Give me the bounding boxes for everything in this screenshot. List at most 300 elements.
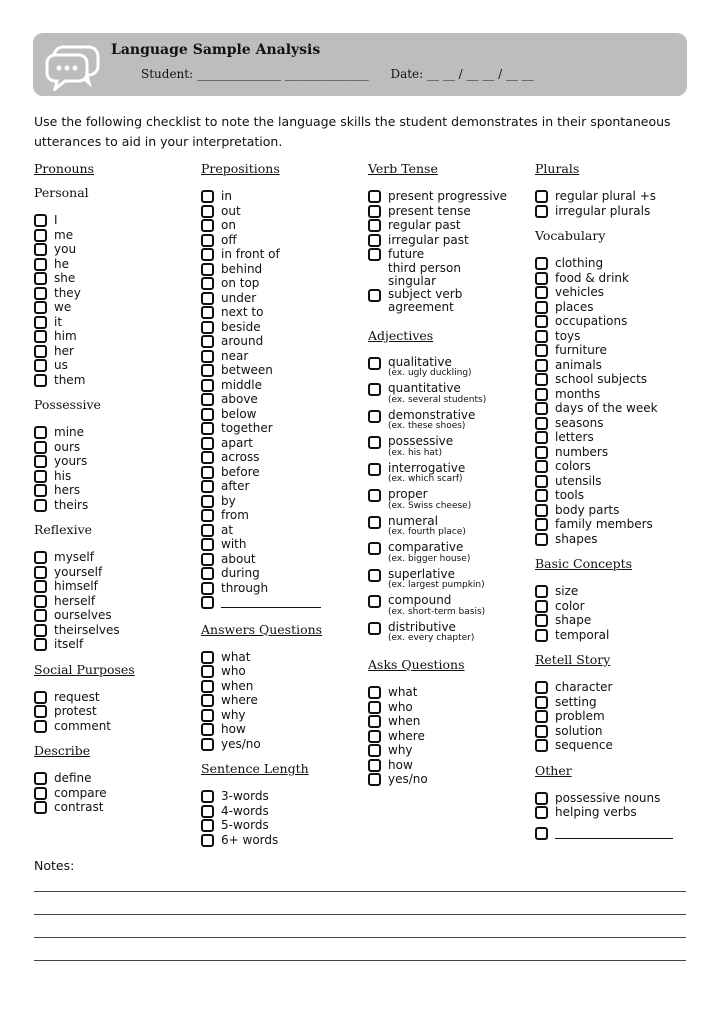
adjective-label: numeral (388, 513, 438, 528)
checkbox[interactable] (201, 723, 214, 736)
checklist-item[interactable] (535, 387, 695, 402)
checklist-item[interactable] (535, 401, 695, 416)
verb-third-person-item[interactable] (368, 262, 528, 288)
checklist-item[interactable] (201, 334, 361, 349)
checkbox[interactable] (34, 272, 47, 285)
checkbox[interactable] (535, 475, 548, 488)
checkbox[interactable] (201, 665, 214, 678)
checkbox[interactable] (201, 805, 214, 818)
checkbox[interactable] (368, 289, 381, 302)
checkbox[interactable] (34, 624, 47, 637)
checkbox[interactable] (201, 466, 214, 479)
checkbox[interactable] (535, 373, 548, 386)
checkbox[interactable] (368, 190, 381, 203)
checklist-item[interactable] (368, 541, 528, 568)
checkbox[interactable] (535, 417, 548, 430)
checkbox[interactable] (201, 335, 214, 348)
checklist-item[interactable] (34, 242, 194, 257)
checkbox[interactable] (34, 374, 47, 387)
personal-label: Personal (34, 185, 89, 200)
checkbox[interactable] (535, 431, 548, 444)
checklist-item-label: why (221, 707, 246, 722)
other-blank-item[interactable] (535, 826, 695, 841)
checkbox[interactable] (201, 819, 214, 832)
checklist-item[interactable] (201, 537, 361, 552)
checkbox[interactable] (201, 480, 214, 493)
checkbox[interactable] (34, 787, 47, 800)
checklist-item[interactable] (535, 358, 695, 373)
checkbox[interactable] (201, 350, 214, 363)
student-name-field[interactable]: ______________ ______________ (196, 67, 369, 81)
checklist-item-label: under (221, 290, 257, 305)
checkbox[interactable] (201, 408, 214, 421)
checkbox[interactable] (201, 205, 214, 218)
checklist-item[interactable] (201, 349, 361, 364)
checkbox[interactable] (201, 321, 214, 334)
checklist-item[interactable] (34, 454, 194, 469)
checkbox[interactable] (535, 388, 548, 401)
checklist-item[interactable] (535, 488, 695, 503)
checklist-item[interactable] (201, 465, 361, 480)
checkbox[interactable] (34, 316, 47, 329)
checkbox[interactable] (201, 524, 214, 537)
checkbox[interactable] (34, 638, 47, 651)
checklist-item-label: she (54, 271, 76, 285)
checklist-item[interactable] (368, 758, 528, 773)
checkbox[interactable] (368, 463, 381, 476)
checklist-item[interactable] (535, 343, 695, 358)
checkbox[interactable] (201, 495, 214, 508)
checklist-item[interactable] (368, 189, 528, 204)
checklist-item[interactable] (34, 344, 194, 359)
checkbox[interactable] (34, 455, 47, 468)
checklist-item[interactable] (201, 523, 361, 538)
checkbox[interactable] (368, 436, 381, 449)
checkbox[interactable] (34, 772, 47, 785)
checklist-item[interactable] (34, 594, 194, 609)
adjective-label: proper (388, 487, 428, 501)
checklist-item[interactable] (34, 358, 194, 373)
checkbox[interactable] (368, 357, 381, 370)
checklist-item[interactable] (535, 445, 695, 460)
checklist-item[interactable] (368, 218, 528, 233)
checkbox[interactable] (201, 567, 214, 580)
checklist-item[interactable] (34, 469, 194, 484)
checklist-item[interactable] (368, 409, 528, 436)
checklist-item[interactable] (535, 584, 695, 599)
checklist-item[interactable] (34, 637, 194, 652)
checklist-item[interactable] (368, 568, 528, 595)
checkbox[interactable] (535, 315, 548, 328)
notes-line[interactable] (34, 937, 686, 938)
adjective-example: (ex. every chapter) (388, 633, 475, 643)
checkbox[interactable] (201, 248, 214, 261)
checkbox[interactable] (535, 272, 548, 285)
checklist-item[interactable] (368, 233, 528, 248)
adjective-example: (ex. fourth place) (388, 527, 466, 537)
checklist-item[interactable] (535, 430, 695, 445)
checkbox[interactable] (535, 792, 548, 805)
checklist-item[interactable] (201, 664, 361, 679)
blank-line[interactable] (555, 826, 673, 839)
checklist-item[interactable] (34, 257, 194, 272)
adjective-label: distributive (388, 619, 456, 634)
checklist-item[interactable] (201, 204, 361, 219)
checkbox[interactable] (201, 234, 214, 247)
checklist-item[interactable] (34, 315, 194, 330)
checklist-item[interactable] (34, 608, 194, 623)
checklist-item[interactable] (201, 479, 361, 494)
checkbox[interactable] (368, 595, 381, 608)
checkbox[interactable] (34, 551, 47, 564)
checkbox[interactable] (201, 790, 214, 803)
checkbox[interactable] (201, 306, 214, 319)
adjective-entry (388, 409, 475, 436)
notes-line[interactable] (34, 914, 686, 915)
checklist-item[interactable] (368, 700, 528, 715)
prepositions-blank-item[interactable] (201, 595, 361, 610)
checklist-item-label: mine (54, 425, 85, 439)
adjective-label: interrogative (388, 460, 466, 475)
checklist-item[interactable] (368, 356, 528, 383)
checkbox[interactable] (368, 205, 381, 218)
checklist-item-label: who (221, 664, 246, 678)
checkbox[interactable] (201, 509, 214, 522)
checklist-item[interactable] (201, 320, 361, 335)
checklist-item[interactable] (34, 425, 194, 440)
checklist-item-label: theirs (54, 497, 89, 512)
checkbox[interactable] (368, 686, 381, 699)
checkbox[interactable] (535, 286, 548, 299)
adjectives-list (368, 356, 528, 648)
checklist-item[interactable] (34, 771, 194, 786)
checkbox[interactable] (34, 566, 47, 579)
checkbox[interactable] (368, 410, 381, 423)
checklist-item[interactable] (535, 189, 695, 204)
checklist-item[interactable] (535, 372, 695, 387)
checkbox[interactable] (535, 533, 548, 546)
checklist-item[interactable] (34, 800, 194, 815)
checklist-item-label: color (555, 598, 585, 613)
adjective-entry (388, 462, 465, 489)
checkbox[interactable] (368, 219, 381, 232)
checkbox[interactable] (368, 248, 381, 261)
checkbox[interactable] (201, 582, 214, 595)
checkbox[interactable] (368, 569, 381, 582)
checkbox[interactable] (34, 801, 47, 814)
checklist-item-label: vehicles (555, 285, 604, 299)
blank-line[interactable] (221, 595, 321, 608)
checkbox[interactable] (34, 484, 47, 497)
checkbox[interactable] (201, 738, 214, 751)
checklist-item[interactable] (201, 693, 361, 708)
checkbox[interactable] (201, 694, 214, 707)
answers-questions-list (201, 650, 361, 752)
checkbox[interactable] (535, 806, 548, 819)
checklist-item[interactable] (34, 498, 194, 513)
checklist-item[interactable] (201, 291, 361, 306)
checkbox[interactable] (368, 744, 381, 757)
checklist-item[interactable] (34, 719, 194, 734)
checklist-item[interactable] (368, 515, 528, 542)
checkbox[interactable] (535, 739, 548, 752)
checkbox[interactable] (535, 257, 548, 270)
checklist-item[interactable] (34, 228, 194, 243)
checklist-item[interactable] (201, 708, 361, 723)
checkbox[interactable] (535, 600, 548, 613)
checkbox[interactable] (535, 446, 548, 459)
checklist-item[interactable] (535, 695, 695, 710)
checkbox[interactable] (34, 301, 47, 314)
checklist-item[interactable] (201, 494, 361, 509)
checklist-item[interactable] (201, 581, 361, 596)
checklist-item[interactable] (201, 552, 361, 567)
checklist-item[interactable] (535, 791, 695, 806)
checklist-item[interactable] (535, 599, 695, 614)
checkbox[interactable] (201, 651, 214, 664)
checklist-item[interactable] (201, 679, 361, 694)
checkbox[interactable] (201, 364, 214, 377)
answers-questions-heading: Answers Questions (201, 621, 323, 637)
checklist-item[interactable] (535, 300, 695, 315)
checklist-item[interactable] (535, 329, 695, 344)
checkbox[interactable] (201, 277, 214, 290)
checkbox[interactable] (34, 609, 47, 622)
checklist-item[interactable] (201, 233, 361, 248)
checkbox[interactable] (34, 720, 47, 733)
checklist-item[interactable] (535, 628, 695, 643)
checklist-item[interactable] (34, 483, 194, 498)
checklist-item[interactable] (368, 247, 528, 262)
checkbox[interactable] (201, 834, 214, 847)
checklist-item-label: on top (221, 276, 260, 290)
checklist-item[interactable] (368, 382, 528, 409)
checklist-item[interactable] (201, 833, 361, 848)
checkbox[interactable] (34, 258, 47, 271)
checkbox[interactable] (535, 518, 548, 531)
checkbox[interactable] (368, 516, 381, 529)
checklist-item[interactable] (201, 566, 361, 581)
checkbox[interactable] (535, 710, 548, 723)
checklist-item[interactable] (535, 204, 695, 219)
verb-agreement-item[interactable] (368, 288, 528, 314)
checkbox[interactable] (34, 287, 47, 300)
checklist-item[interactable] (535, 709, 695, 724)
checklist-item[interactable] (201, 421, 361, 436)
checklist-item[interactable] (201, 378, 361, 393)
checklist-item[interactable] (201, 450, 361, 465)
checklist-item-label: her (54, 343, 74, 358)
checkbox[interactable] (535, 585, 548, 598)
checkbox[interactable] (34, 359, 47, 372)
checkbox[interactable] (34, 330, 47, 343)
checklist-item[interactable] (368, 772, 528, 787)
notes-line[interactable] (34, 891, 686, 892)
checklist-item[interactable] (535, 724, 695, 739)
checklist-item[interactable] (201, 737, 361, 752)
checklist-item[interactable] (368, 204, 528, 219)
retell-story-heading: Retell Story (535, 652, 611, 667)
checkbox[interactable] (201, 219, 214, 232)
checklist-item[interactable] (368, 435, 528, 462)
checklist-item[interactable] (535, 474, 695, 489)
checklist-item[interactable] (535, 532, 695, 547)
checklist-item[interactable] (34, 623, 194, 638)
checklist-item[interactable] (34, 271, 194, 286)
checklist-item[interactable] (201, 508, 361, 523)
adjective-label: demonstrative (388, 407, 476, 422)
checklist-item[interactable] (201, 276, 361, 291)
checklist-item[interactable] (535, 285, 695, 300)
checkbox[interactable] (34, 580, 47, 593)
adjective-entry (388, 594, 485, 621)
checklist-item[interactable] (368, 594, 528, 621)
checkbox[interactable] (368, 383, 381, 396)
checklist-item[interactable] (201, 436, 361, 451)
checklist-item[interactable] (201, 189, 361, 204)
checkbox[interactable] (34, 691, 47, 704)
checkbox[interactable] (34, 470, 47, 483)
vocabulary-label: Vocabulary (535, 228, 606, 243)
checklist-item[interactable] (34, 690, 194, 705)
checkbox[interactable] (368, 730, 381, 743)
checkbox[interactable] (535, 614, 548, 627)
checkbox[interactable] (368, 759, 381, 772)
checklist-item[interactable] (34, 373, 194, 388)
checkbox[interactable] (34, 595, 47, 608)
checklist-item[interactable] (368, 685, 528, 700)
checklist-item[interactable] (535, 503, 695, 518)
checkbox[interactable] (201, 393, 214, 406)
checkbox[interactable] (201, 680, 214, 693)
checklist-item[interactable] (34, 440, 194, 455)
checkbox[interactable] (201, 709, 214, 722)
checkbox[interactable] (535, 190, 548, 203)
checklist-item[interactable] (34, 329, 194, 344)
checklist-item[interactable] (535, 613, 695, 628)
checklist-item[interactable] (535, 416, 695, 431)
date-field[interactable]: __ __ / __ __ / __ __ (427, 67, 534, 81)
checkbox[interactable] (34, 426, 47, 439)
checkbox[interactable] (535, 301, 548, 314)
checklist-item[interactable] (201, 262, 361, 277)
checklist-item[interactable] (535, 271, 695, 286)
checkbox[interactable] (535, 344, 548, 357)
checklist-item-label: family members (555, 517, 653, 531)
checklist-item[interactable] (368, 729, 528, 744)
checkbox[interactable] (201, 553, 214, 566)
checkbox[interactable] (535, 629, 548, 642)
checkbox[interactable] (34, 441, 47, 454)
checkbox[interactable] (368, 489, 381, 502)
checkbox[interactable] (535, 696, 548, 709)
checklist-item[interactable] (368, 743, 528, 758)
checkbox[interactable] (535, 489, 548, 502)
checkbox[interactable] (201, 422, 214, 435)
checklist-item[interactable] (201, 804, 361, 819)
checklist-item[interactable] (34, 286, 194, 301)
checklist-item[interactable] (201, 789, 361, 804)
checkbox[interactable] (201, 263, 214, 276)
checkbox[interactable] (535, 205, 548, 218)
checkbox[interactable] (535, 402, 548, 415)
checklist-item[interactable] (368, 462, 528, 489)
checklist-item[interactable] (34, 565, 194, 580)
checklist-item[interactable] (535, 680, 695, 695)
checkbox[interactable] (535, 359, 548, 372)
checkbox[interactable] (535, 681, 548, 694)
checkbox[interactable] (34, 214, 47, 227)
checkbox[interactable] (368, 701, 381, 714)
checkbox[interactable] (201, 451, 214, 464)
checklist-item[interactable] (368, 714, 528, 729)
checklist-item[interactable] (535, 738, 695, 753)
checklist-item[interactable] (368, 488, 528, 515)
checklist-item[interactable] (201, 218, 361, 233)
checkbox[interactable] (535, 330, 548, 343)
checklist-item[interactable] (201, 305, 361, 320)
checkbox[interactable] (34, 345, 47, 358)
checkbox[interactable] (201, 437, 214, 450)
checkbox[interactable] (368, 622, 381, 635)
checkbox[interactable] (201, 379, 214, 392)
checklist-item[interactable] (201, 363, 361, 378)
checkbox[interactable] (535, 504, 548, 517)
checkbox[interactable] (368, 715, 381, 728)
checklist-item[interactable] (535, 517, 695, 532)
checklist-item-label: numbers (555, 444, 609, 459)
checklist-item[interactable] (201, 407, 361, 422)
checklist-item[interactable] (34, 579, 194, 594)
checklist-item-label: at (221, 522, 234, 537)
checkbox[interactable] (34, 243, 47, 256)
checkbox[interactable] (201, 596, 214, 609)
checkbox[interactable] (34, 499, 47, 512)
checklist-item[interactable] (34, 704, 194, 719)
checkbox[interactable] (368, 234, 381, 247)
checklist-item[interactable] (201, 392, 361, 407)
checklist-item[interactable] (201, 818, 361, 833)
adjective-entry (388, 568, 485, 595)
checklist-item[interactable] (34, 786, 194, 801)
checklist-item[interactable] (535, 256, 695, 271)
checklist-item[interactable] (535, 805, 695, 820)
verb-third-person-line2: singular (388, 273, 437, 288)
checkbox[interactable] (535, 827, 548, 840)
checklist-item[interactable] (201, 247, 361, 262)
checklist-item[interactable] (34, 213, 194, 228)
adjective-example: (ex. bigger house) (388, 553, 471, 564)
checkbox[interactable] (34, 229, 47, 242)
checklist-item[interactable] (34, 550, 194, 565)
checklist-item[interactable] (535, 459, 695, 474)
checklist-item[interactable] (368, 621, 528, 648)
checkbox[interactable] (201, 292, 214, 305)
checkbox[interactable] (201, 190, 214, 203)
checklist-item[interactable] (535, 314, 695, 329)
adjective-entry (388, 488, 471, 515)
checkbox[interactable] (201, 538, 214, 551)
notes-line[interactable] (34, 960, 686, 961)
checklist-item[interactable] (34, 300, 194, 315)
checkbox[interactable] (535, 460, 548, 473)
checklist-item[interactable] (201, 722, 361, 737)
checkbox[interactable] (535, 725, 548, 738)
checklist-item[interactable] (201, 650, 361, 665)
checkbox[interactable] (368, 542, 381, 555)
checkbox[interactable] (368, 773, 381, 786)
checkbox[interactable] (34, 705, 47, 718)
